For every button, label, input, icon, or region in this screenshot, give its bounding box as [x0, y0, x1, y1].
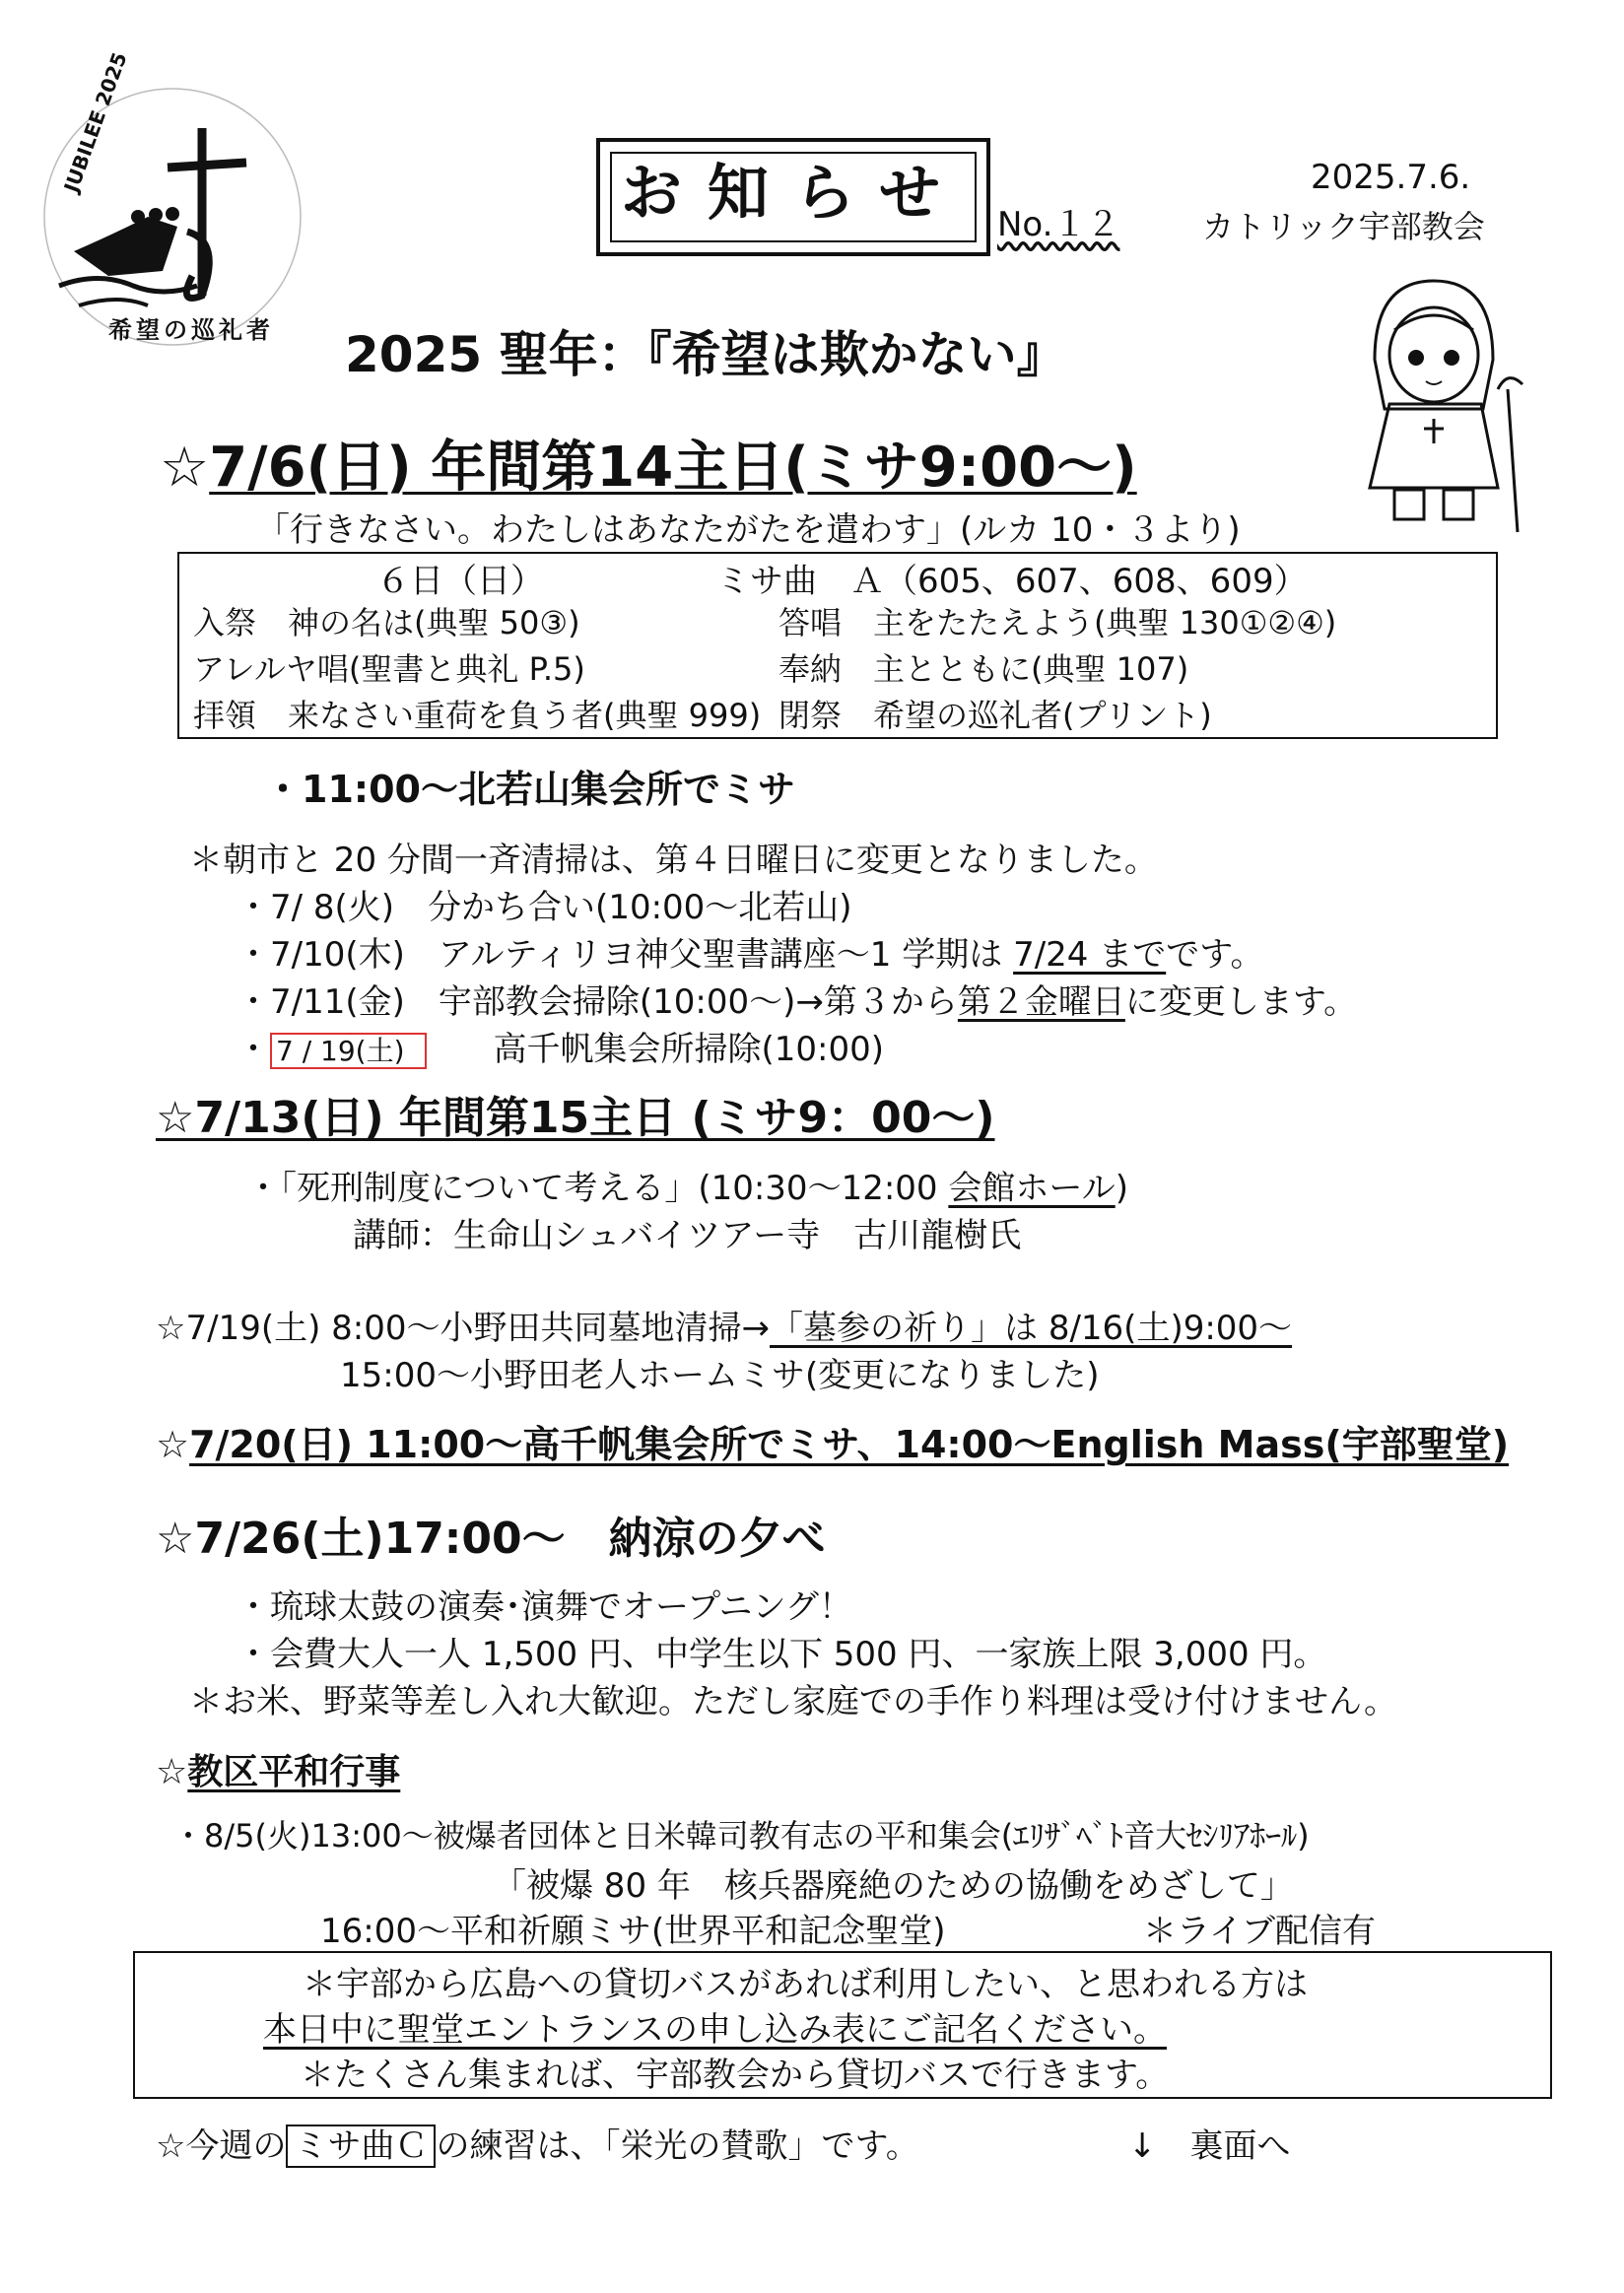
list-item: ・7/ 8(火) 分かち合い(10:00～北若山)	[237, 888, 852, 927]
jul19-nursing-home: 15:00～小野田老人ホームミサ(変更になりました)	[340, 1356, 1100, 1395]
peace-theme: 「被爆 80 年 核兵器廃絶のための協働をめざして」	[493, 1866, 1294, 1906]
highlighted-date: 7 / 19(土)	[270, 1033, 427, 1069]
list-item: ・会費大人一人 1,500 円、中学生以下 500 円、一家族上限 3,000 円。	[237, 1635, 1327, 1674]
heading-jul20: ☆7/20(日) 11:00～高千帆集会所でミサ、14:00～English Mass(宇部聖堂)	[156, 1423, 1510, 1466]
bus-notice-line1: ＊宇部から広島への貸切バスがあれば利用したい、と思われる方は	[303, 1965, 1308, 2004]
list-item: ＊お米、野菜等差し入れ大歓迎。ただし家庭での手作り料理は受け付けません。	[189, 1682, 1398, 1721]
bus-notice-box	[133, 1951, 1552, 2099]
pilgrim-mascot-illustration	[1335, 271, 1532, 537]
heading-jul6-text: 7/6(日) 年間第14主日(ミサ9:00～)	[209, 436, 1137, 500]
lecturer: 講師：生命山シュバイツアー寺 古川龍樹氏	[353, 1216, 1022, 1255]
liturgy-entrance: 入祭 神の名は(典聖 50③)	[193, 604, 580, 641]
live-stream-note: ＊ライブ配信有	[1143, 1912, 1376, 1951]
liturgy-mass: ミサ曲 Ａ（605、607、608、609）	[716, 562, 1308, 601]
liturgy-communion: 拝領 来なさい重荷を負う者(典聖 999)	[193, 697, 762, 734]
scripture-quote: 「行きなさい。わたしはあなたがたを遣わす」(ルカ 10・３より)	[256, 510, 1241, 550]
jubilee-logo	[39, 48, 305, 365]
list-item: ・ 7 / 19(土) 高千帆集会所掃除(10:00)	[237, 1030, 885, 1069]
peace-assembly: ・8/5(火)13:00～被爆者団体と日米韓司教有志の平和集会(ｴﾘｻﾞﾍﾞﾄ音大ｾｼﾘｱﾎｰﾙ)	[172, 1817, 1310, 1855]
liturgy-day: ６日（日）	[376, 562, 544, 601]
bus-notice-line3: ＊たくさん集まれば、宇部教会から貸切バスで行きます。	[301, 2056, 1170, 2095]
liturgy-offertory: 奉納 主とともに(典聖 107)	[778, 650, 1189, 688]
list-item: ・琉球太鼓の演奏･演舞でオープニング！	[237, 1587, 852, 1627]
heading-peace: ☆教区平和行事	[156, 1752, 401, 1792]
liturgy-box	[177, 552, 1498, 739]
logo-text-bottom: 希望の巡礼者	[108, 316, 274, 344]
issue-number: No.１２	[997, 205, 1120, 244]
jul19-cemetery: ☆7/19(土) 8:00～小野田共同墓地清掃→「墓参の祈り」は 8/16(土)9:00～	[156, 1309, 1293, 1348]
issue-date: 2025.7.6.	[1311, 158, 1471, 197]
page-title: お知らせ	[610, 152, 977, 242]
church-name: カトリック宇部教会	[1202, 208, 1485, 245]
heading-jul6	[160, 424, 1137, 503]
heading-jul13: ☆7/13(日) 年間第15主日 (ミサ9：00～)	[156, 1093, 995, 1143]
mass-kitawakayama: ・11:00～北若山集会所でミサ	[264, 768, 795, 811]
liturgy-closing: 閉祭 希望の巡礼者(プリント)	[778, 697, 1212, 734]
jubilee-theme: 2025 聖年：『希望は欺かない』	[345, 326, 1066, 383]
lecture-info: ・「死刑制度について考える」(10:30～12:00 会館ホール)	[246, 1169, 1128, 1208]
liturgy-psalm: 答唱 主をたたえよう(典聖 130①②④)	[778, 604, 1337, 641]
notice-morning-market: ＊朝市と 20 分間一斉清掃は、第４日曜日に変更となりました。	[189, 841, 1158, 880]
notice-title-box	[596, 138, 990, 256]
bus-notice-line2: 本日中に聖堂エントランスの申し込み表にご記名ください。	[263, 2010, 1167, 2050]
weekly-practice: ☆今週の ミサ曲Ｃ の練習は、「栄光の賛歌」です。	[156, 2126, 919, 2166]
peace-mass: 16:00～平和祈願ミサ(世界平和記念聖堂)	[320, 1912, 946, 1951]
liturgy-alleluia: アレルヤ唱(聖書と典礼 P.5)	[193, 650, 585, 688]
list-item: ・7/11(金) 宇部教会掃除(10:00～)→第３から第２金曜日に変更します。	[237, 982, 1358, 1022]
heading-jul26: ☆7/26(土)17:00～ 納涼の夕べ	[156, 1514, 826, 1564]
star-icon: ☆	[160, 436, 210, 500]
logo-text-top: JUBILEE 2025	[59, 48, 132, 196]
list-item: ・7/10(木) アルティリヨ神父聖書講座～1 学期は 7/24 までです。	[237, 935, 1264, 975]
see-reverse: ↓ 裏面へ	[1128, 2126, 1291, 2166]
framed-mass-c: ミサ曲Ｃ	[286, 2124, 436, 2168]
